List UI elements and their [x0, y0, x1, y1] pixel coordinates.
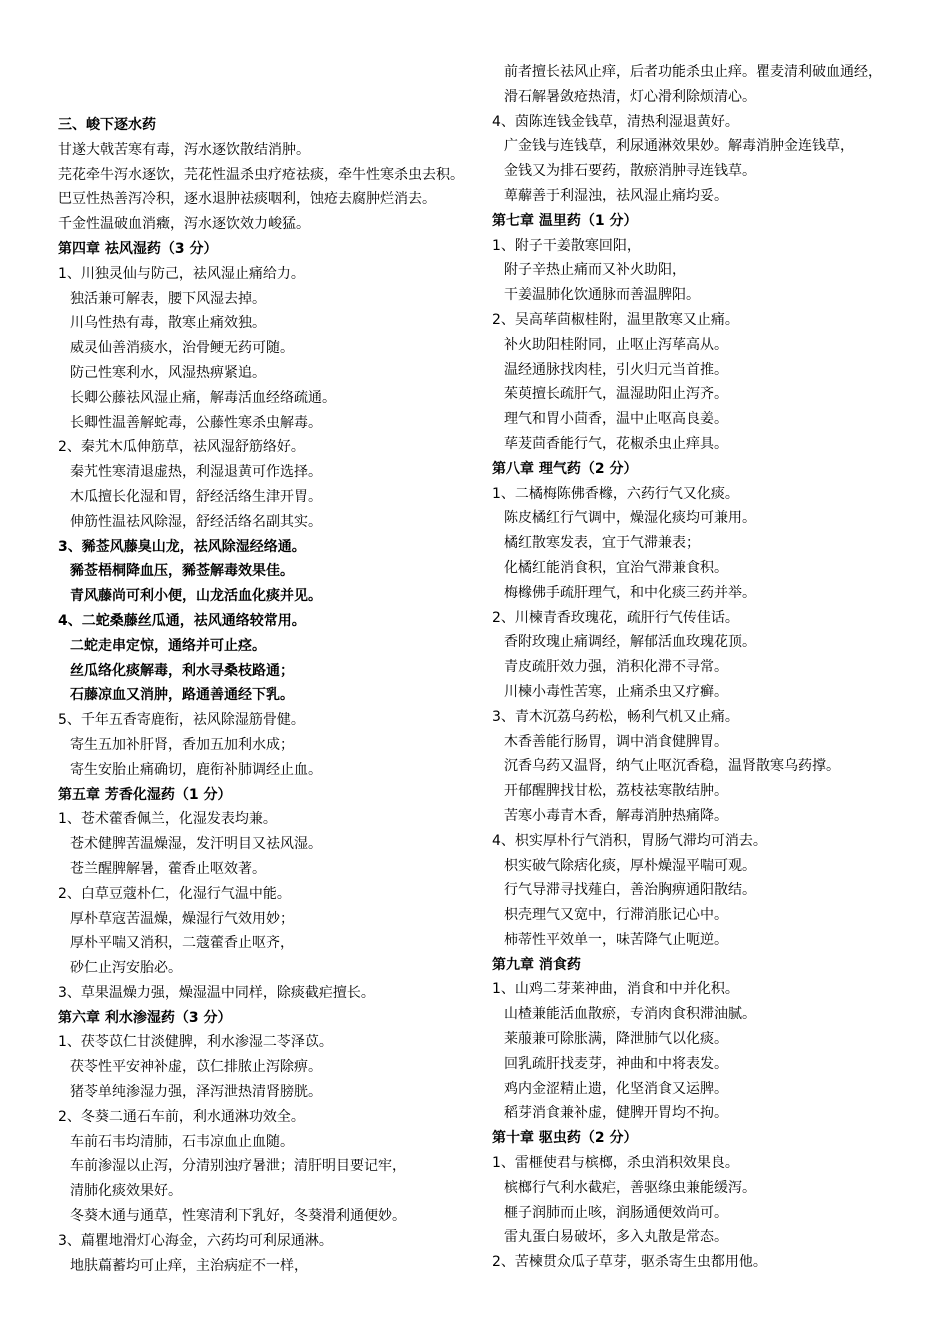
text-line: 开郁醒脾找甘松，荔枝祛寒散结肿。 — [504, 783, 728, 800]
text-line: 防己性寒利水，风湿热痹紧追。 — [70, 364, 266, 381]
text-line: 寄生五加补肝肾，香加五加利水成； — [70, 736, 294, 753]
text-line: 木瓜擅长化湿和胃，舒经活络生津开胃。 — [70, 488, 322, 505]
text-line: 长卿公藤祛风湿止痛，解毒活血经络疏通。 — [70, 389, 336, 406]
text-line: 千金性温破血消癥，泻水逐饮效力峻猛。 — [58, 216, 310, 233]
text-line: 回乳疏肝找麦芽，神曲和中将表发。 — [504, 1055, 728, 1072]
text-line: 苦寒小毒青木香，解毒消肿热痛降。 — [504, 807, 728, 824]
text-line: 广金钱与连钱草，利尿通淋效果妙。解毒消肿金连钱草， — [504, 138, 854, 155]
section-heading: 第七章 温里药（1 分） — [492, 212, 638, 229]
text-line: 木香善能行肠胃，调中消食健脾胃。 — [504, 733, 728, 750]
text-line: 莱菔兼可除胀满，降泄肺气以化痰。 — [504, 1031, 728, 1048]
text-line: 金钱又为排石要药，散瘀消肿寻连钱草。 — [504, 163, 756, 180]
text-line: 化橘红能消食积，宜治气滞兼食积。 — [504, 559, 728, 576]
text-line: 伸筋性温祛风除湿，舒经活络名副其实。 — [70, 513, 322, 530]
text-line: 青皮疏肝效力强，消积化滞不寻常。 — [504, 659, 728, 676]
right-column — [492, 60, 932, 1275]
text-line: 清肺化痰效果好。 — [70, 1183, 182, 1200]
text-line: 5、千年五香寄鹿衔，祛风除湿筋骨健。 — [58, 712, 305, 729]
text-line: 沉香乌药又温肾，纳气止呕沉香稳，温肾散寒乌药撑。 — [504, 758, 840, 775]
text-line: 3、萹瞿地滑灯心海金，六药均可利尿通淋。 — [58, 1232, 333, 1249]
section-heading: 第四章 祛风湿药（3 分） — [58, 240, 218, 257]
section-heading: 三、峻下逐水药 — [58, 117, 156, 133]
text-line: 巴豆性热善泻冷积，逐水退肿祛痰咽利，蚀疮去腐肿烂消去。 — [58, 191, 436, 208]
text-line: 理气和胃小茴香，温中止呕高良姜。 — [504, 411, 728, 428]
spacer — [58, 60, 478, 113]
text-line: 温经通脉找肉桂，引火归元当首推。 — [504, 361, 728, 378]
text-line: 鸡内金涩精止遗，化坚消食又运脾。 — [504, 1080, 728, 1097]
text-line: 川楝小毒性苦寒，止痛杀虫又疗癣。 — [504, 683, 728, 700]
text-line: 车前渗湿以止泻，分清别浊疗暑泄；清肝明目要记牢， — [70, 1158, 406, 1175]
text-line: 1、二橘梅陈佛香橼，六药行气又化痰。 — [492, 485, 739, 502]
text-line: 3、豨莶风藤臭山龙，祛风除湿经络通。 — [58, 538, 306, 555]
text-line: 2、吴高荜茴椒桂附，温里散寒又止痛。 — [492, 311, 739, 328]
text-line: 猪苓单纯渗湿力强，泽泻泄热清肾膀胱。 — [70, 1084, 322, 1101]
text-line: 独活兼可解表，腰下风湿去掉。 — [70, 290, 266, 307]
text-line: 砂仁止泻安胎必。 — [70, 960, 182, 977]
text-line: 补火助阳桂附同，止呕止泻荜高从。 — [504, 336, 728, 353]
text-line: 榧子润肺而止咳，润肠通便效尚可。 — [504, 1204, 728, 1221]
text-line: 4、茵陈连钱金钱草，清热利湿退黄好。 — [492, 113, 739, 130]
text-line: 茯苓性平安神补虚，苡仁排脓止泻除痹。 — [70, 1059, 322, 1076]
text-line: 苍兰醒脾解暑，藿香止呕效著。 — [70, 860, 266, 877]
text-line: 梅橼佛手疏肝理气，和中化痰三药并举。 — [504, 584, 756, 601]
text-line: 2、苦楝贯众瓜子草芽，驱杀寄生虫都用他。 — [492, 1254, 767, 1271]
text-line: 1、附子干姜散寒回阳， — [492, 237, 641, 254]
text-line: 冬葵木通与通草，性寒清利下乳好，冬葵滑利通便妙。 — [70, 1208, 406, 1225]
text-line: 稻芽消食兼补虚，健脾开胃均不拘。 — [504, 1105, 728, 1122]
text-line: 长卿性温善解蛇毒，公藤性寒杀虫解毒。 — [70, 414, 322, 431]
text-line: 2、秦艽木瓜伸筋草，祛风湿舒筋络好。 — [58, 439, 305, 456]
text-line: 香附玫瑰止痛调经，解郁活血玫瑰花顶。 — [504, 634, 756, 651]
text-line: 茱萸擅长疏肝气，温湿助阳止泻齐。 — [504, 386, 728, 403]
section-heading: 第六章 利水渗湿药（3 分） — [58, 1009, 232, 1026]
text-line: 青风藤尚可利小便，山龙活血化痰并见。 — [70, 588, 322, 605]
text-line: 2、冬葵二通石车前，利水通淋功效全。 — [58, 1108, 305, 1125]
text-line: 厚朴平喘又消积，二蔻藿香止呕齐， — [70, 935, 294, 952]
text-line: 川乌性热有毒，散寒止痛效独。 — [70, 315, 266, 332]
text-line: 陈皮橘红行气调中，燥湿化痰均可兼用。 — [504, 510, 756, 527]
text-line: 干姜温肺化饮通脉而善温脾阳。 — [504, 287, 700, 304]
text-line: 1、苍术藿香佩兰，化湿发表均兼。 — [58, 811, 277, 828]
text-line: 荜茇茴香能行气，花椒杀虫止痒具。 — [504, 435, 728, 452]
text-line: 2、白草豆蔻朴仁，化湿行气温中能。 — [58, 885, 291, 902]
text-line: 雷丸蛋白易破坏，多入丸散是常态。 — [504, 1229, 728, 1246]
section-heading: 第十章 驱虫药（2 分） — [492, 1130, 638, 1147]
text-line: 附子辛热止痛而又补火助阳， — [504, 262, 686, 279]
text-line: 枳壳理气又宽中，行滞消胀记心中。 — [504, 907, 728, 924]
section-heading: 第五章 芳香化湿药（1 分） — [58, 786, 232, 803]
text-line: 丝瓜络化痰解毒，利水寻桑枝路通； — [70, 662, 294, 679]
text-line: 威灵仙善消痰水，治骨鲠无药可随。 — [70, 340, 294, 357]
text-line: 前者擅长祛风止痒，后者功能杀虫止痒。瞿麦清利破血通经， — [504, 64, 882, 80]
text-line: 4、枳实厚朴行气消积，胃肠气滞均可消去。 — [492, 832, 767, 849]
text-line: 秦艽性寒清退虚热，利湿退黄可作选择。 — [70, 464, 322, 481]
text-line: 4、二蛇桑藤丝瓜通，祛风通络较常用。 — [58, 612, 306, 629]
text-line: 行气导滞寻找薤白，善治胸痹通阳散结。 — [504, 882, 756, 899]
text-line: 厚朴草寇苦温燥，燥湿行气效用妙； — [70, 910, 294, 927]
text-line: 橘红散寒发表，宜于气滞兼表； — [504, 535, 700, 552]
text-line: 柿蒂性平效单一，味苦降气止呃逆。 — [504, 931, 728, 948]
text-line: 滑石解暑敛疮热清，灯心滑利除烦清心。 — [504, 88, 756, 105]
text-line: 豨莶梧桐降血压，豨莶解毒效果佳。 — [70, 563, 294, 580]
left-column — [58, 60, 478, 1278]
text-line: 地肤萹蓄均可止痒，主治病症不一样， — [70, 1257, 308, 1274]
text-line: 2、川楝青香玫瑰花，疏肝行气传佳话。 — [492, 609, 739, 626]
text-line: 1、山鸡二芽莱神曲，消食和中并化积。 — [492, 981, 739, 998]
text-line: 二蛇走串定惊，通络并可止痉。 — [70, 637, 266, 654]
text-line: 山楂兼能活血散瘀，专消肉食积滞油腻。 — [504, 1006, 756, 1023]
text-line: 甘遂大戟苦寒有毒，泻水逐饮散结消肿。 — [58, 141, 310, 158]
text-line: 3、草果温燥力强，燥湿温中同样，除痰截疟擅长。 — [58, 984, 375, 1001]
text-line: 石藤凉血又消肿，路通善通经下乳。 — [70, 687, 294, 704]
section-heading: 第八章 理气药（2 分） — [492, 460, 638, 477]
text-line: 寄生安胎止痛确切，鹿衔补肺调经止血。 — [70, 761, 322, 778]
text-line: 萆薢善于利湿浊，祛风湿止痛均妥。 — [504, 187, 728, 204]
text-line: 3、青木沉荔乌药松，畅利气机又止痛。 — [492, 708, 739, 725]
text-line: 枳实破气除痞化痰，厚朴燥湿平喘可观。 — [504, 857, 756, 874]
text-line: 车前石韦均清肺，石韦凉血止血随。 — [70, 1133, 294, 1150]
text-line: 1、川独灵仙与防己，祛风湿止痛给力。 — [58, 265, 305, 282]
text-line: 苍术健脾苦温燥湿，发汗明目又祛风湿。 — [70, 836, 322, 853]
text-line: 1、雷榧使君与槟榔，杀虫消积效果良。 — [492, 1155, 739, 1172]
text-line: 芫花牵牛泻水逐饮，芫花性温杀虫疗疮祛痰，牵牛性寒杀虫去积。 — [58, 166, 464, 183]
section-heading: 第九章 消食药 — [492, 956, 581, 973]
text-line: 槟榔行气利水截疟，善驱绦虫兼能缓泻。 — [504, 1179, 756, 1196]
text-line: 1、茯苓苡仁甘淡健脾，利水渗湿二苓泽苡。 — [58, 1034, 333, 1051]
